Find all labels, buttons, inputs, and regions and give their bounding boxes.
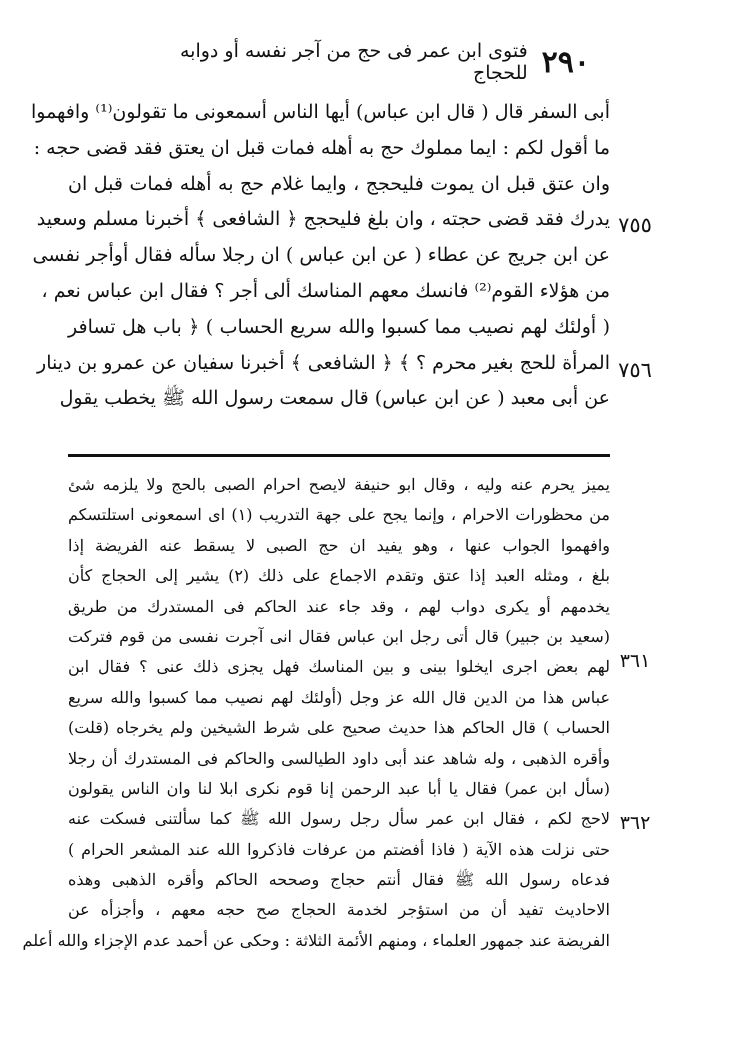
text-line: المرأة للحج بغير محرم ؟ ﴾ ﴿ الشافعى ﴾ أخبرنا سفيان عن عمرو بن دينار	[37, 351, 610, 374]
note-number-361: ٣٦١	[619, 650, 651, 672]
footnotes	[22, 470, 611, 956]
text-line: عن ابن جريج عن عطاء ( عن ابن عباس ) ان رجلا سأله فقال أوأجر نفسى	[32, 244, 610, 267]
footnote-line: يخدمهم أو يكرى دواب لهم ، وقد جاء عند الحاكم فى المستدرك من طريق	[68, 596, 610, 616]
footnote-line: فدعاه رسول الله ﷺ فقال أنتم حجاج وصححه الحاكم وأقره الذهبى وهذه	[68, 870, 611, 890]
footnote-line: بلغ ، ومثله العبد إذا عتق وتقدم الاجماع على ذلك (٢) يشير إلى الحجاج كأن	[68, 566, 611, 586]
footnote-line: الاحاديث تفيد أن من استؤجر لخدمة الحجاج صح حجه معهم ، وأجزأه عن	[68, 900, 610, 920]
text-line: ما أقول لكم : ايما مملوك حج به أهله فمات قبل ان يعتق فقد قضى حجه :	[33, 136, 610, 159]
footnote-line: يميز يحرم عنه وليه ، وقال ابو حنيفة لايصح احرام الصبى بالحج ولا يلزمه شئ	[68, 475, 610, 494]
footnote-divider	[68, 454, 610, 457]
text-line: عن أبى معبد ( عن ابن عباس) قال سمعت رسول الله ﷺ يخطب يقول	[59, 387, 610, 410]
text-line: أبى السفر قال ( قال ابن عباس) أيها الناس أسمعونى ما تقولون⁽¹⁾ وافهموا	[30, 101, 610, 123]
footnote-line: وافهموا الجواب عنها ، وهو يفيد ان حج الصبى لا يسقط عنه الفريضة إذا	[68, 535, 610, 555]
page-header	[120, 40, 590, 84]
running-title: فتوى ابن عمر فى حج من آجر نفسه أو دوابه للحجاج	[180, 40, 528, 84]
footnote-line: الحساب ) قال الحاكم هذا حديث صحيح على شرط الشيخين ولم يخرجاه (قلت)	[68, 718, 610, 738]
footnote-line: لاحج لكم ، فقال ابن عمر سأل رجل رسول الله ﷺ كما سألتنى فسكت عنه	[68, 809, 610, 829]
hadith-number-755: ٧٥٥	[618, 213, 652, 237]
footnote-line: (سأل ابن عمر) فقال يا أبا عبد الرحمن إنا قوم نكرى ابلا لنا وان الناس يقولون	[68, 778, 611, 798]
footnote-line: (سعيد بن جبير) قال أتى رجل ابن عباس فقال انى آجرت نفسى من قوم فتركت	[68, 626, 610, 646]
main-text	[30, 95, 610, 417]
hadith-number-756: ٧٥٦	[618, 358, 652, 382]
footnote-line: عباس هذا من الدين قال الله عز وجل (أولئك لهم نصيب مما كسبوا والله سريع	[68, 687, 610, 707]
text-line: ( أولئك لهم نصيب مما كسبوا والله سريع الحساب ) ﴿ باب هل تسافر	[68, 315, 610, 338]
text-line: وان عتق قبل ان يموت فليحجج ، وايما غلام حج به أهله فمات قبل ان	[68, 172, 610, 195]
footnote-line: من محظورات الاحرام ، وإنما يجح على جهة التدريب (١) اى اسمعونى استلتسكم	[68, 505, 611, 525]
footnote-line: وأقره الذهبى ، وله شاهد عند أبى داود الطيالسى والحاكم فى المستدرك أن رجلا	[68, 748, 610, 768]
text-line: من هؤلاء القوم⁽²⁾ فانسك معهم المناسك ألى أجر ؟ فقال ابن عباس نعم ،	[41, 279, 610, 302]
text-line: يدرك فقد قضى حجته ، وان بلغ فليحجج ﴿ الشافعى ﴾ أخبرنا مسلم وسعيد	[36, 208, 610, 231]
page-number: ٢٩٠	[541, 44, 590, 80]
note-number-362: ٣٦٢	[619, 812, 651, 834]
footnote-line: حتى نزلت هذه الآية ( فاذا أفضتم من عرفات فاذكروا الله عند المشعر الحرام )	[68, 839, 610, 859]
footnote-line: لهم بعض اجرى ايخلوا بينى و بين المناسك فهل يجزى ذلك عنى ؟ فقال ابن	[68, 657, 610, 677]
footnote-line: الفريضة عند جمهور العلماء ، ومنهم الأئمة الثلاثة : وحكى عن أحمد عدم الإجزاء والله أعلم	[22, 930, 610, 950]
